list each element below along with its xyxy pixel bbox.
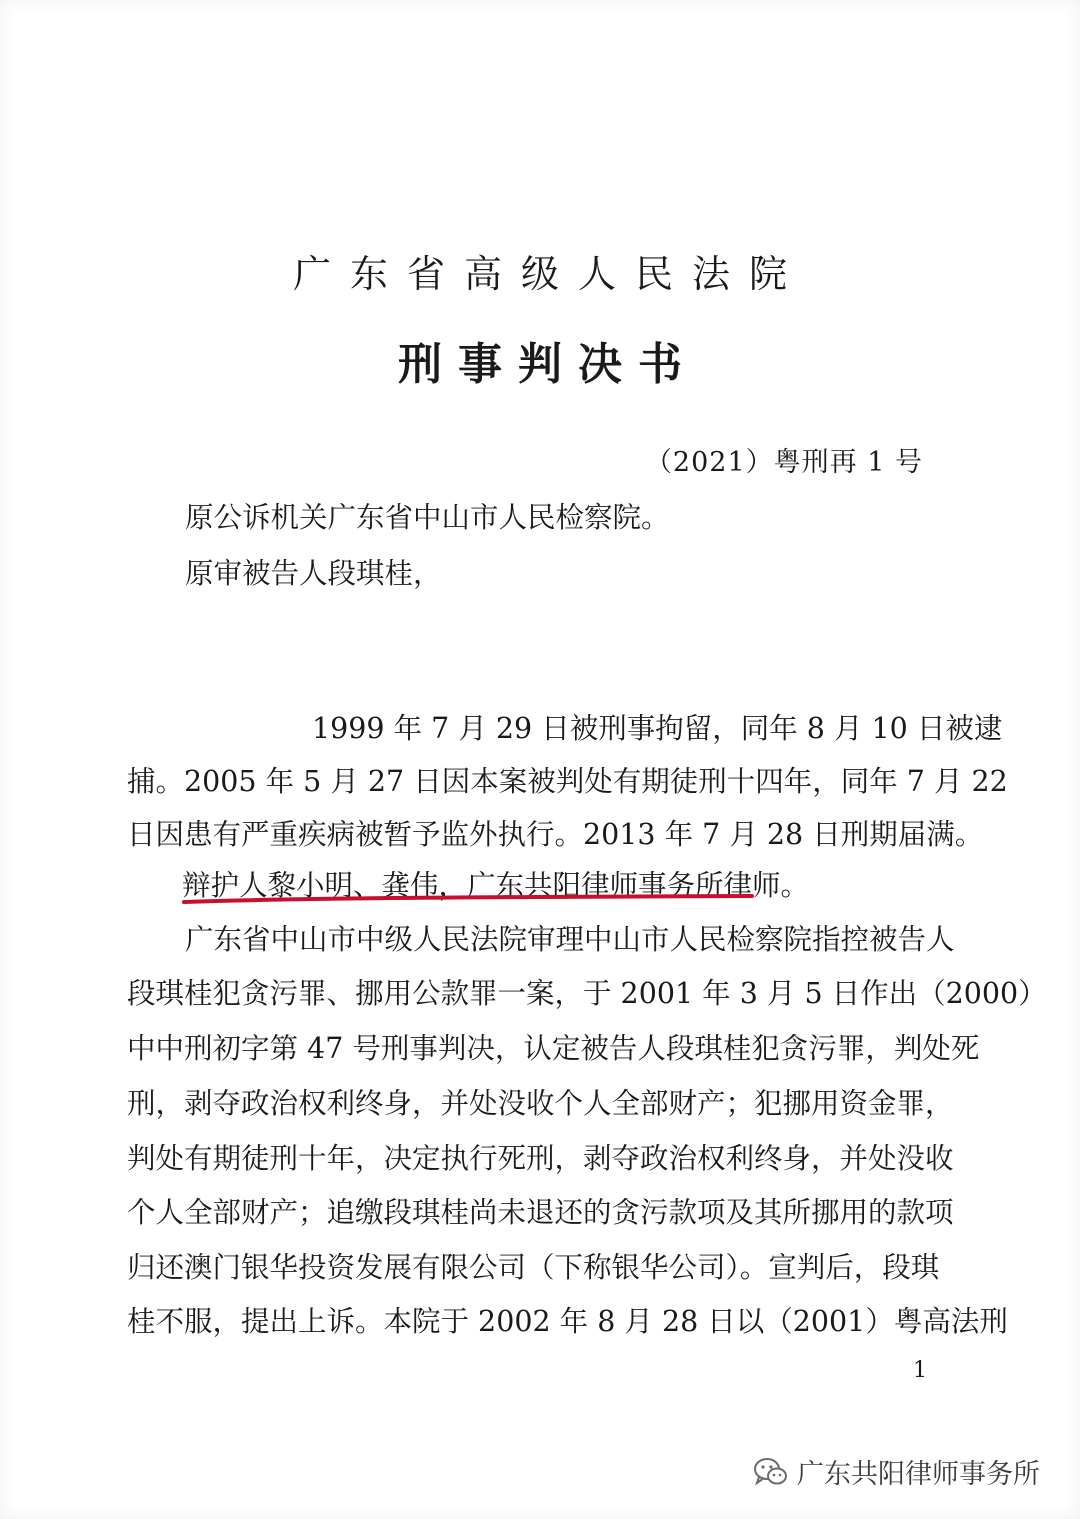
watermark-text: 广东共阳律师事务所	[797, 1459, 1040, 1490]
history-line-5: 判处有期徒刑十年，决定执行死刑，剥夺政治权利终身，并处没收	[127, 1142, 954, 1175]
history-line-1: 广东省中山市中级人民法院审理中山市人民检察院指控被告人	[185, 923, 955, 956]
case-number: （2021）粤刑再 1 号	[644, 447, 923, 478]
custody-line-2: 捕。2005 年 5 月 27 日因本案被判处有期徒刑十四年，同年 7 月 22	[127, 765, 1008, 798]
defenders-period: 。	[780, 869, 810, 902]
custody-line-3: 日因患有严重疾病被暂予监外执行。2013 年 7 月 28 日刑期届满。	[127, 818, 984, 851]
history-line-6: 个人全部财产；追缴段琪桂尚未退还的贪污款项及其所挪用的款项	[127, 1196, 954, 1229]
history-line-8: 桂不服，提出上诉。本院于 2002 年 8 月 28 日以（2001）粤高法刑	[127, 1305, 1008, 1338]
document-title: 刑事判决书	[398, 339, 698, 390]
prosecutor-line: 原公诉机关广东省中山市人民检察院。	[185, 501, 670, 534]
watermark	[753, 1452, 1040, 1491]
history-line-3: 中中刑初字第 47 号刑事判决，认定被告人段琪桂犯贪污罪，判处死	[127, 1032, 980, 1065]
court-name: 广东省高级人民法院	[292, 252, 806, 296]
red-underline-annotation	[182, 893, 754, 907]
history-line-7: 归还澳门银华投资发展有限公司（下称银华公司）。宣判后，段琪	[127, 1251, 940, 1284]
custody-line-1: 1999 年 7 月 29 日被刑事拘留，同年 8 月 10 日被逮	[312, 712, 1003, 745]
wechat-icon	[753, 1457, 789, 1487]
defenders-text: 辩护人黎小明、龚伟，广东共阳律师事务所律师	[182, 869, 781, 902]
history-line-2: 段琪桂犯贪污罪、挪用公款罪一案，于 2001 年 3 月 5 日作出（2000）	[127, 977, 1047, 1010]
history-line-4: 刑，剥夺政治权利终身，并处没收个人全部财产；犯挪用资金罪，	[127, 1087, 954, 1120]
defendant-line: 原审被告人段琪桂，	[185, 557, 442, 590]
page-number: 1	[913, 1358, 927, 1383]
